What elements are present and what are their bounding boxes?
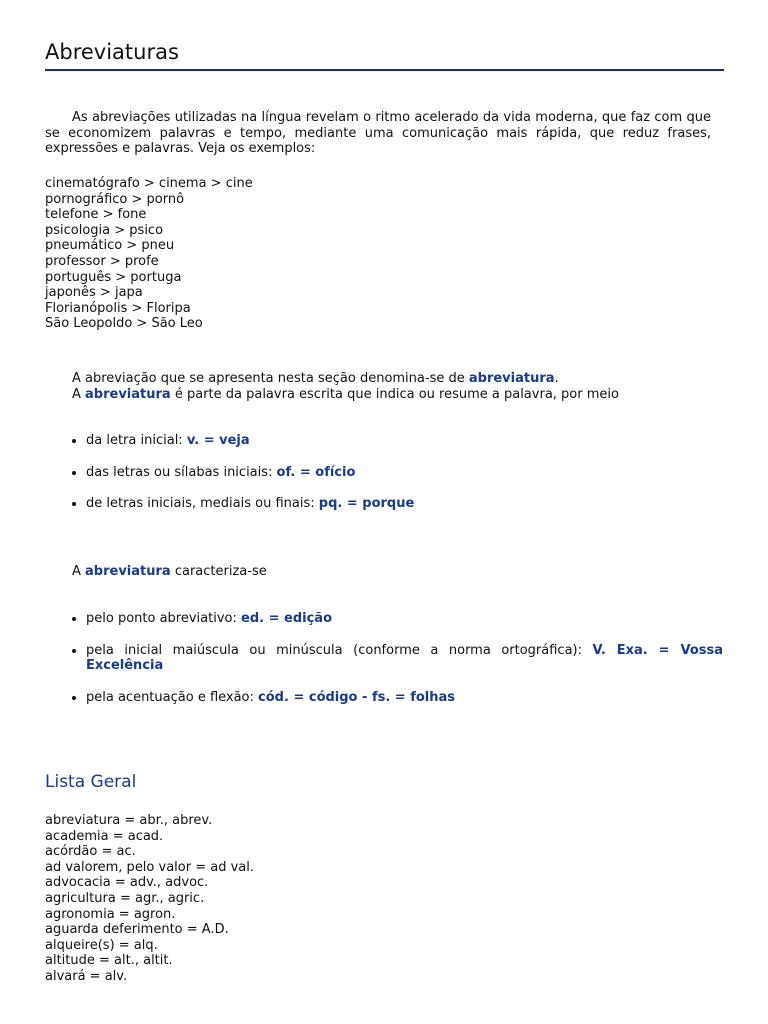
example-item: telefone > fone xyxy=(45,207,147,223)
means-item xyxy=(72,433,723,449)
example-item: psicologia > psico xyxy=(45,222,164,238)
feature-text: pela inicial maiúscula ou minúscula (conforme a norma ortográfica): xyxy=(86,642,593,658)
general-list xyxy=(45,813,254,985)
features-list xyxy=(72,611,723,721)
keyword-abreviatura: abreviatura xyxy=(85,564,171,579)
general-item: alvará = alv. xyxy=(45,968,128,984)
means-item xyxy=(72,465,723,481)
means-text: das letras ou sílabas iniciais: xyxy=(86,464,277,480)
means-list xyxy=(72,433,723,528)
feature-example: cód. = código - fs. = folhas xyxy=(258,689,456,705)
means-example: pq. = porque xyxy=(318,496,415,512)
keyword-abreviatura: abreviatura xyxy=(85,386,171,402)
general-item: acórdão = ac. xyxy=(45,844,136,860)
characterizes-text: A xyxy=(72,564,86,579)
example-item: cinematógrafo > cinema > cine xyxy=(45,176,253,191)
example-item: São Leopoldo > São Leo xyxy=(45,316,203,332)
examples-list xyxy=(45,176,253,332)
general-item: agricultura = agr., agric. xyxy=(45,890,205,906)
intro-paragraph: As abreviações utilizadas na língua revelam o ritmo acelerado da vida moderna, que faz com que se economizem palavras e tempo, mediante uma comunicação mais rápida, que reduz frases, expressões e palavras. Veja os exemplos: xyxy=(45,110,711,157)
example-item: professor > profe xyxy=(45,253,159,269)
definition-text: é parte da palavra escrita que indica ou resume a palavra, por meio xyxy=(170,386,619,402)
example-item: pneumático > pneu xyxy=(45,238,175,254)
definition-text: A xyxy=(72,386,86,402)
example-item: japonês > japa xyxy=(45,285,143,301)
feature-text: pelo ponto abreviativo: xyxy=(86,611,241,626)
characterizes-line xyxy=(72,564,267,580)
feature-item xyxy=(72,643,723,674)
definition-block xyxy=(72,371,619,402)
section-title-lista-geral: Lista Geral xyxy=(45,772,137,792)
characterizes-text: caracteriza-se xyxy=(170,564,267,579)
feature-item xyxy=(72,690,723,706)
feature-example: V. Exa. = Vossa Excelência xyxy=(86,642,723,674)
means-text: da letra inicial: xyxy=(86,433,187,448)
definition-line-2 xyxy=(72,387,619,403)
title-divider xyxy=(45,69,724,71)
definition-text: A abreviação que se apresenta nesta seção denomina-se de xyxy=(72,371,469,386)
general-item: abreviatura = abr., abrev. xyxy=(45,813,213,828)
example-item: português > portuga xyxy=(45,269,182,285)
general-item: academia = acad. xyxy=(45,828,164,844)
keyword-abreviatura: abreviatura xyxy=(468,371,555,386)
example-item: pornográfico > pornô xyxy=(45,191,185,207)
means-item xyxy=(72,496,723,512)
general-item: alqueire(s) = alq. xyxy=(45,937,158,953)
feature-item xyxy=(72,611,723,627)
general-item: advocacia = adv., advoc. xyxy=(45,875,209,891)
means-example: of. = ofício xyxy=(276,464,356,480)
general-item: agronomia = agron. xyxy=(45,906,176,922)
general-item: altitude = alt., altit. xyxy=(45,953,173,969)
page-title: Abreviaturas xyxy=(45,40,179,64)
general-item: aguarda deferimento = A.D. xyxy=(45,922,229,938)
feature-example: ed. = edição xyxy=(241,611,332,626)
feature-text: pela acentuação e flexão: xyxy=(86,689,259,705)
example-item: Florianópolis > Floripa xyxy=(45,300,191,316)
definition-line-1 xyxy=(72,371,619,387)
means-example: v. = veja xyxy=(186,433,250,448)
definition-text: . xyxy=(554,371,559,386)
general-item: ad valorem, pelo valor = ad val. xyxy=(45,859,254,875)
means-text: de letras iniciais, mediais ou finais: xyxy=(86,496,319,512)
